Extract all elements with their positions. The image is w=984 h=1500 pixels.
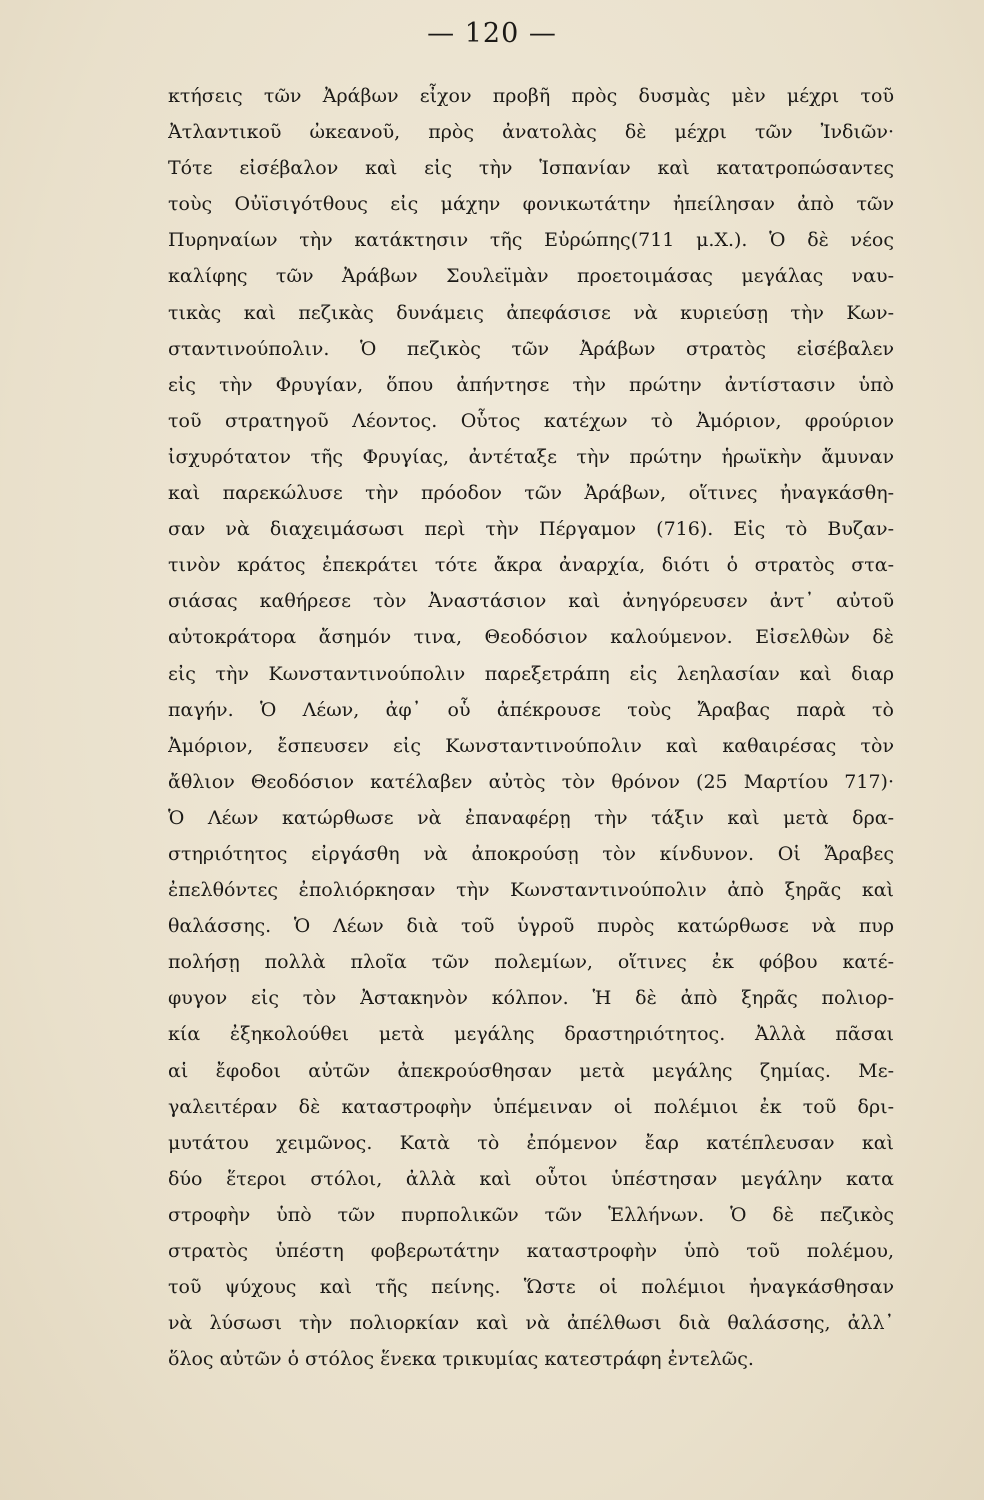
text-line: φυγον εἰς τὸν Ἀστακηνὸν κόλπον. Ἡ δὲ ἀπὸ ξηρᾶς πολιορ-: [168, 987, 894, 1010]
body-text: [168, 78, 894, 1377]
text-line: μυτάτου χειμῶνος. Κατὰ τὸ ἐπόμενον ἔαρ κατέπλευσαν καὶ: [168, 1131, 894, 1154]
text-line: σιάσας καθήρεσε τὸν Ἀναστάσιον καὶ ἀνηγόρευσεν ἀντ᾿ αὐτοῦ: [168, 590, 894, 613]
text-line: πολήσῃ πολλὰ πλοῖα τῶν πολεμίων, οἵτινες ἐκ φόβου κατέ-: [168, 951, 894, 974]
text-line: Ἀμόριον, ἔσπευσεν εἰς Κωνσταντινούπολιν καὶ καθαιρέσας τὸν: [168, 734, 894, 757]
text-line: παγήν. Ὁ Λέων, ἀφ᾿ οὗ ἀπέκρουσε τοὺς Ἄραβας παρὰ τὸ: [168, 698, 894, 721]
page-number: — 120 —: [427, 18, 557, 49]
text-line: καὶ παρεκώλυσε τὴν πρόοδον τῶν Ἀράβων, οἵτινες ἠναγκάσθη-: [168, 482, 894, 505]
text-line: σταντινούπολιν. Ὁ πεζικὸς τῶν Ἀράβων στρατὸς εἰσέβαλεν: [168, 337, 894, 360]
text-line: ὅλος αὐτῶν ὁ στόλος ἕνεκα τρικυμίας κατεστράφη ἐντελῶς.: [168, 1348, 754, 1371]
text-line: τικὰς καὶ πεζικὰς δυνάμεις ἀπεφάσισε νὰ κυριεύσῃ τὴν Κων-: [168, 301, 894, 324]
text-line: νὰ λύσωσι τὴν πολιορκίαν καὶ νὰ ἀπέλθωσι διὰ θαλάσσης, ἀλλ᾿: [168, 1312, 894, 1335]
text-line: γαλειτέραν δὲ καταστροφὴν ὑπέμειναν οἱ πολέμιοι ἐκ τοῦ δρι-: [168, 1095, 894, 1118]
text-line: τοῦ ψύχους καὶ τῆς πείνης. Ὥστε οἱ πολέμιοι ἠναγκάσθησαν: [168, 1276, 894, 1299]
text-line: θαλάσσης. Ὁ Λέων διὰ τοῦ ὑγροῦ πυρὸς κατώρθωσε νὰ πυρ: [168, 915, 894, 938]
text-line: ἐπελθόντες ἐπολιόρκησαν τὴν Κωνσταντινούπολιν ἀπὸ ξηρᾶς καὶ: [168, 879, 894, 902]
text-line: Ὁ Λέων κατώρθωσε νὰ ἐπαναφέρῃ τὴν τάξιν καὶ μετὰ δρα-: [168, 806, 894, 829]
text-line: σαν νὰ διαχειμάσωσι περὶ τὴν Πέργαμον (716). Εἰς τὸ Βυζαν-: [168, 518, 894, 541]
text-line: αὐτοκράτορα ἄσημόν τινα, Θεοδόσιον καλούμενον. Εἰσελθὼν δὲ: [168, 626, 894, 649]
text-line: δύο ἕτεροι στόλοι, ἀλλὰ καὶ οὗτοι ὑπέστησαν μεγάλην κατα: [168, 1167, 894, 1190]
text-line: αἱ ἔφοδοι αὐτῶν ἀπεκρούσθησαν μετὰ μεγάλης ζημίας. Με-: [168, 1059, 894, 1082]
text-line: τοὺς Οὐϊσιγότθους εἰς μάχην φονικωτάτην ἠπείλησαν ἀπὸ τῶν: [168, 193, 894, 216]
text-line: Τότε εἰσέβαλον καὶ εἰς τὴν Ἱσπανίαν καὶ κατατροπώσαντες: [168, 157, 894, 180]
text-line: ἄθλιον Θεοδόσιον κατέλαβεν αὐτὸς τὸν θρόνον (25 Μαρτίου 717)·: [168, 770, 894, 793]
text-line: καλίφης τῶν Ἀράβων Σουλεϊμὰν προετοιμάσας μεγάλας ναυ-: [168, 265, 894, 288]
text-line: στροφὴν ὑπὸ τῶν πυρπολικῶν τῶν Ἑλλήνων. Ὁ δὲ πεζικὸς: [168, 1203, 894, 1226]
text-line: τοῦ στρατηγοῦ Λέοντος. Οὗτος κατέχων τὸ Ἀμόριον, φρούριον: [168, 409, 894, 432]
text-line: εἰς τὴν Κωνσταντινούπολιν παρεξετράπη εἰς λεηλασίαν καὶ διαρ: [168, 662, 894, 685]
text-line: στρατὸς ὑπέστη φοβερωτάτην καταστροφὴν ὑπὸ τοῦ πολέμου,: [168, 1240, 894, 1262]
text-line: Πυρηναίων τὴν κατάκτησιν τῆς Εὐρώπης(711 μ.Χ.). Ὁ δὲ νέος: [168, 229, 894, 252]
text-line: κτήσεις τῶν Ἀράβων εἶχον προβῆ πρὸς δυσμὰς μὲν μέχρι τοῦ: [168, 85, 894, 107]
text-line: ἰσχυρότατον τῆς Φρυγίας, ἀντέταξε τὴν πρώτην ἡρωϊκὴν ἄμυναν: [168, 445, 894, 468]
text-line: κία ἐξηκολούθει μετὰ μεγάλης δραστηριότητος. Ἀλλὰ πᾶσαι: [168, 1023, 894, 1046]
text-line: στηριότητος εἰργάσθη νὰ ἀποκρούσῃ τὸν κίνδυνον. Οἱ Ἄραβες: [168, 842, 894, 865]
text-line: Ἀτλαντικοῦ ὠκεανοῦ, πρὸς ἀνατολὰς δὲ μέχρι τῶν Ἰνδιῶν·: [168, 121, 894, 144]
text-line: τινὸν κράτος ἐπεκράτει τότε ἄκρα ἀναρχία, διότι ὁ στρατὸς στα-: [168, 554, 894, 577]
text-line: εἰς τὴν Φρυγίαν, ὅπου ἀπήντησε τὴν πρώτην ἀντίστασιν ὑπὸ: [168, 373, 894, 396]
